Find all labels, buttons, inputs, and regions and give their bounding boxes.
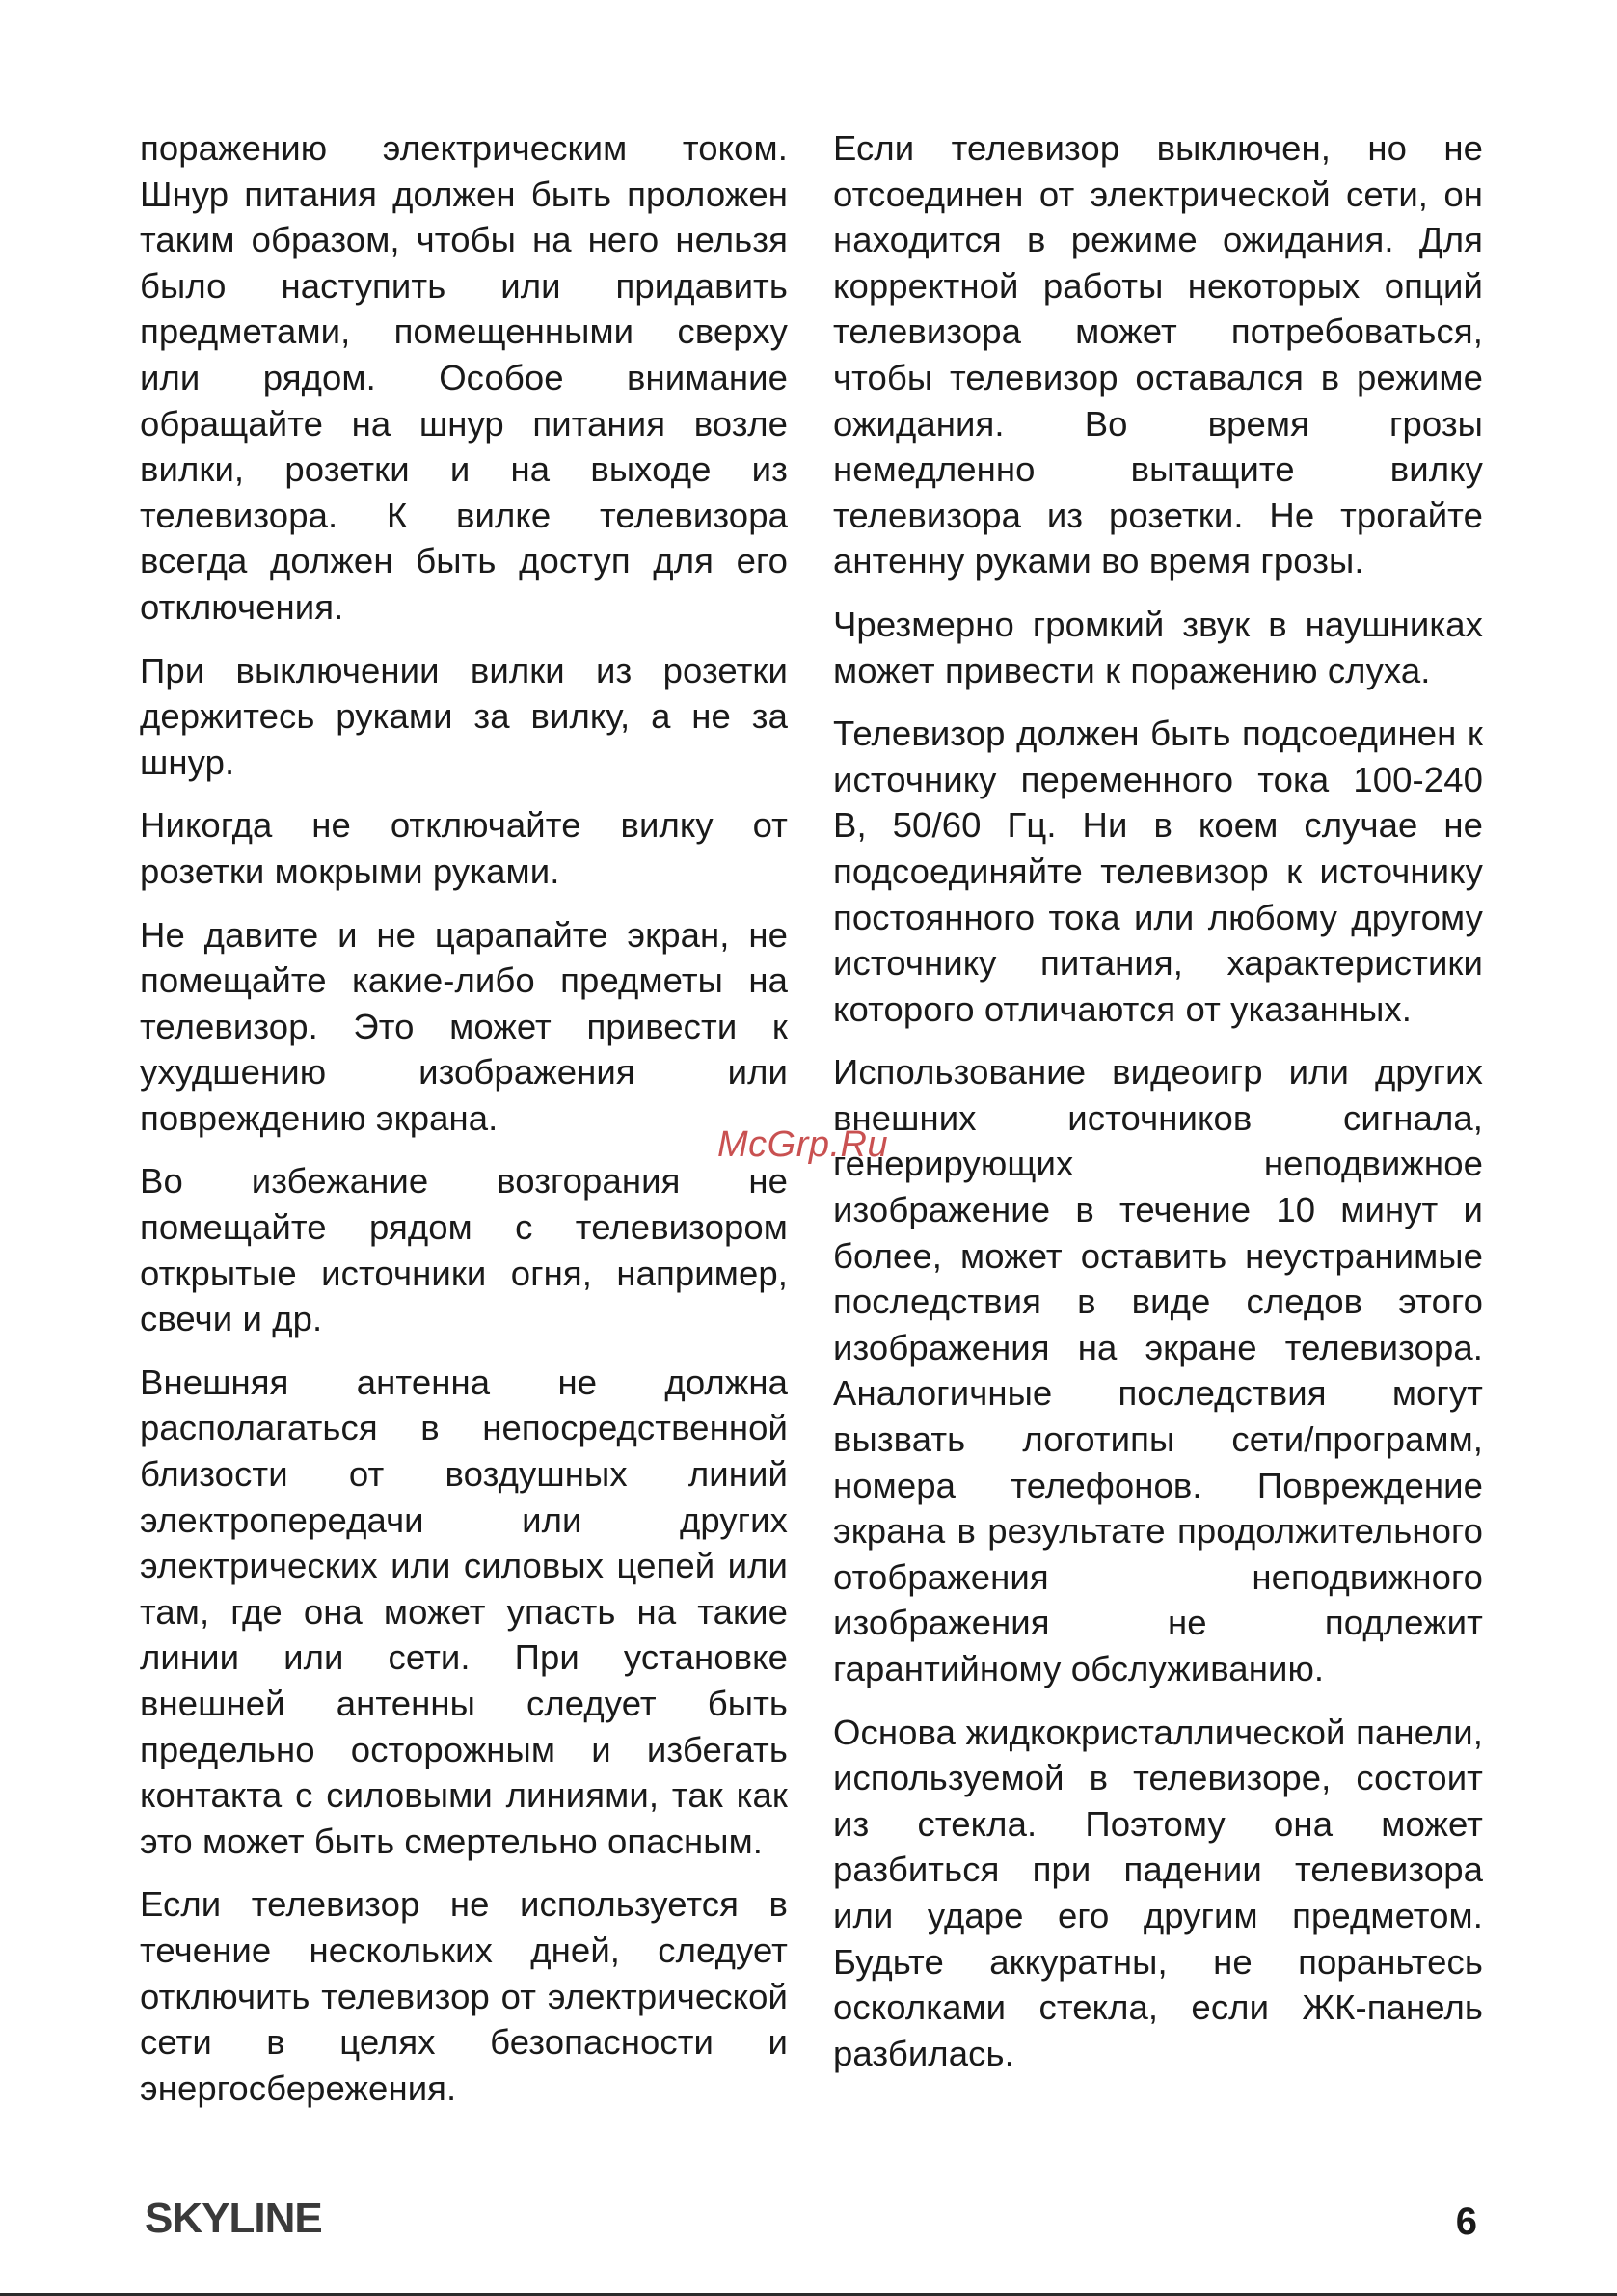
brand-logo: SKYLINE [145, 2195, 322, 2242]
paragraph: поражению электрическим током. Шнур питания должен быть проложен таким образом, чтобы на него нельзя было наступить или придавить предметами, помещенными сверху или рядом. Особое внимание обращайте на шнур питания возле вилки, розетки и на выходе из телевизора. К вилке телевизора всегда должен быть доступ для его отключения. [140, 128, 788, 627]
page-number: 6 [1455, 2201, 1477, 2243]
paragraph: Основа жидкокристаллической панели, используемой в телевизоре, состоит из стекла. Поэтому она может разбиться при падении телевизора или ударе его другим предметом. Будьте аккуратны, не пораньтесь осколками стекла, если ЖК-панель разбилась. [833, 1712, 1483, 2073]
paragraph: Если телевизор выключен, но не отсоединен от электрической сети, он находится в режиме ожидания. Для корректной работы некоторых опций телевизора может потребоваться, чтобы телевизор оставался в режиме ожидания. Во время грозы немедленно вытащите вилку телевизора из розетки. Не трогайте антенну руками во время грозы. [833, 128, 1483, 581]
paragraph: Использование видеоигр или других внешних источников сигнала, генерирующих неподвижное изображение в течение 10 минут и более, может оставить неустранимые последствия в виде следов этого изображения на экране телевизора. Аналогичные последствия могут вызвать логотипы сети/программ, номера телефонов. Повреждение экрана в результате продолжительного отображения неподвижного изображения не подлежит гарантийному обслуживанию. [833, 1052, 1483, 1688]
paragraph: Никогда не отключайте вилку от розетки мокрыми руками. [140, 805, 788, 891]
paragraph: Внешняя антенна не должна располагаться в непосредственной близости от воздушных линий электропередачи или других электрических или силовых цепей или там, где она может упасть на такие линии или сети. При установке внешней антенны следует быть предельно осторожным и избегать контакта с силовыми линиями, так как это может быть смертельно опасным. [140, 1362, 788, 1861]
right-text-column [833, 125, 1483, 2093]
left-text-column [140, 125, 788, 2128]
paragraph: При выключении вилки из розетки держитесь руками за вилку, а не за шнур. [140, 650, 788, 782]
paragraph: Не давите и не царапайте экран, не помещайте какие-либо предметы на телевизор. Это может привести к ухудшению изображения или повреждению экрана. [140, 914, 788, 1138]
paragraph: Чрезмерно громкий звук в наушниках может привести к поражению слуха. [833, 604, 1483, 690]
paragraph: Если телевизор не используется в течение нескольких дней, следует отключить телевизор от электрической сети в целях безопасности и энергосбережения. [140, 1884, 788, 2108]
paragraph: Во избежание возгорания не помещайте рядом с телевизором открытые источники огня, например, свечи и др. [140, 1161, 788, 1339]
paragraph: Телевизор должен быть подсоединен к источнику переменного тока 100-240 В, 50/60 Гц. Ни в коем случае не подсоединяйте телевизор к источнику постоянного тока или любому другому источнику питания, характеристики которого отличаются от указанных. [833, 714, 1483, 1029]
watermark: McGrp.Ru [717, 1124, 889, 1165]
